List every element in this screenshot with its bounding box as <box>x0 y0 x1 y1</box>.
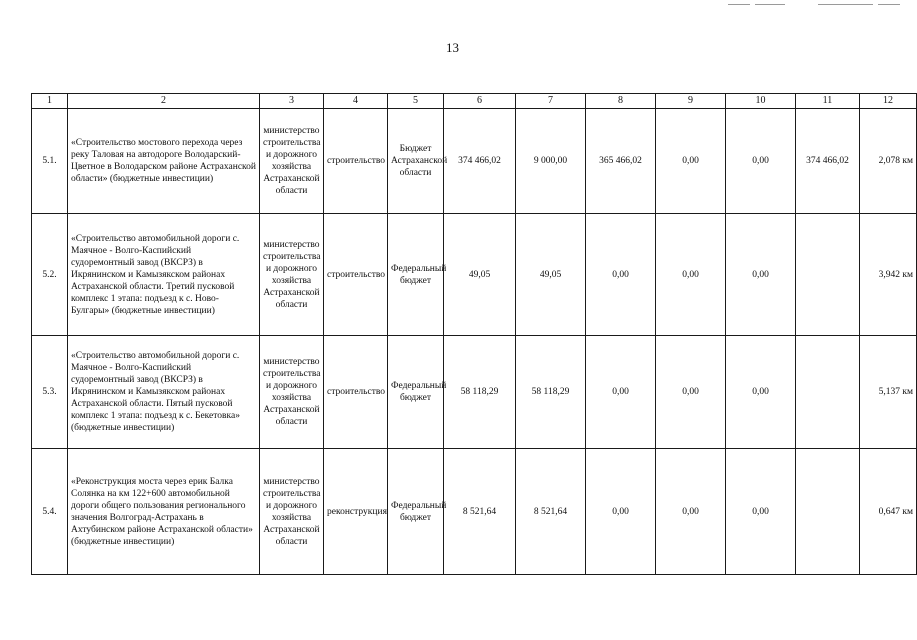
header-rule <box>755 4 785 5</box>
amount-cell <box>796 449 860 575</box>
header-cell: 11 <box>796 94 860 109</box>
responsible-agency: министерство строительства и дорожного хозяйства Астраханской области <box>260 214 324 336</box>
funding-source: Федеральный бюджет <box>388 214 444 336</box>
work-type: строительство <box>324 336 388 449</box>
row-number: 5.3. <box>32 336 68 449</box>
amount-cell: 374 466,02 <box>796 109 860 214</box>
header-rule <box>818 4 873 5</box>
project-name: «Реконструкция моста через ерик Балка Солянка на км 122+600 автомобильной дороги общего пользования регионального значения Волгоград-Астрахань в Ахтубинском районе Астраханской области» (бюджетные инвестиции) <box>68 449 260 575</box>
amount-cell: 0,00 <box>726 109 796 214</box>
header-cell: 4 <box>324 94 388 109</box>
work-type: строительство <box>324 109 388 214</box>
amount-cell: 58 118,29 <box>444 336 516 449</box>
table-row <box>32 109 917 214</box>
investment-table <box>31 93 917 575</box>
table-row <box>32 214 917 336</box>
capacity-cell: 3,942 км <box>860 214 917 336</box>
project-name: «Строительство автомобильной дороги с. Маячное - Волго-Каспийский судоремонтный завод (ВКСРЗ) в Икрянинском и Камызякском районах Астраханской области. Пятый пусковой комплекс 1 этапа: подъезд к с. Бекетовка» (бюджетные инвестиции) <box>68 336 260 449</box>
row-number: 5.1. <box>32 109 68 214</box>
amount-cell: 49,05 <box>516 214 586 336</box>
capacity-cell: 2,078 км <box>860 109 917 214</box>
amount-cell: 8 521,64 <box>444 449 516 575</box>
header-cell: 3 <box>260 94 324 109</box>
table-row <box>32 336 917 449</box>
amount-cell: 0,00 <box>656 336 726 449</box>
amount-cell: 0,00 <box>656 449 726 575</box>
amount-cell: 49,05 <box>444 214 516 336</box>
header-cell: 1 <box>32 94 68 109</box>
amount-cell: 0,00 <box>586 449 656 575</box>
funding-source: Федеральный бюджет <box>388 449 444 575</box>
header-rule <box>878 4 900 5</box>
amount-cell: 0,00 <box>586 214 656 336</box>
capacity-cell: 5,137 км <box>860 336 917 449</box>
project-name: «Строительство мостового перехода через реку Таловая на автодороге Володарский-Цветное в Володарском районе Астраханской области» (бюджетные инвестиции) <box>68 109 260 214</box>
header-row <box>32 94 917 109</box>
header-cell: 5 <box>388 94 444 109</box>
header-rule <box>728 4 750 5</box>
funding-source: Федеральный бюджет <box>388 336 444 449</box>
amount-cell: 0,00 <box>726 336 796 449</box>
amount-cell: 0,00 <box>656 109 726 214</box>
work-type: реконструкция <box>324 449 388 575</box>
table-row <box>32 449 917 575</box>
funding-source: Бюджет Астраханской области <box>388 109 444 214</box>
amount-cell: 374 466,02 <box>444 109 516 214</box>
page-number: 13 <box>446 40 459 55</box>
amount-cell: 0,00 <box>726 449 796 575</box>
amount-cell <box>796 336 860 449</box>
amount-cell: 0,00 <box>586 336 656 449</box>
capacity-cell: 0,647 км <box>860 449 917 575</box>
header-cell: 10 <box>726 94 796 109</box>
amount-cell: 0,00 <box>726 214 796 336</box>
header-cell: 6 <box>444 94 516 109</box>
header-cell: 8 <box>586 94 656 109</box>
row-number: 5.2. <box>32 214 68 336</box>
amount-cell <box>796 214 860 336</box>
responsible-agency: министерство строительства и дорожного хозяйства Астраханской области <box>260 109 324 214</box>
amount-cell: 58 118,29 <box>516 336 586 449</box>
row-number: 5.4. <box>32 449 68 575</box>
header-cell: 2 <box>68 94 260 109</box>
amount-cell: 8 521,64 <box>516 449 586 575</box>
project-name: «Строительство автомобильной дороги с. Маячное - Волго-Каспийский судоремонтный завод (ВКСРЗ) в Икрянинском и Камызякском районах Астраханской области. Третий пусковой комплекс 1 этапа: подъезд к с. Ново-Булгары» (бюджетные инвестиции) <box>68 214 260 336</box>
amount-cell: 0,00 <box>656 214 726 336</box>
amount-cell: 365 466,02 <box>586 109 656 214</box>
header-cell: 9 <box>656 94 726 109</box>
header-cell: 12 <box>860 94 917 109</box>
responsible-agency: министерство строительства и дорожного хозяйства Астраханской области <box>260 449 324 575</box>
amount-cell: 9 000,00 <box>516 109 586 214</box>
table-header <box>32 94 917 109</box>
header-cell: 7 <box>516 94 586 109</box>
responsible-agency: министерство строительства и дорожного хозяйства Астраханской области <box>260 336 324 449</box>
work-type: строительство <box>324 214 388 336</box>
